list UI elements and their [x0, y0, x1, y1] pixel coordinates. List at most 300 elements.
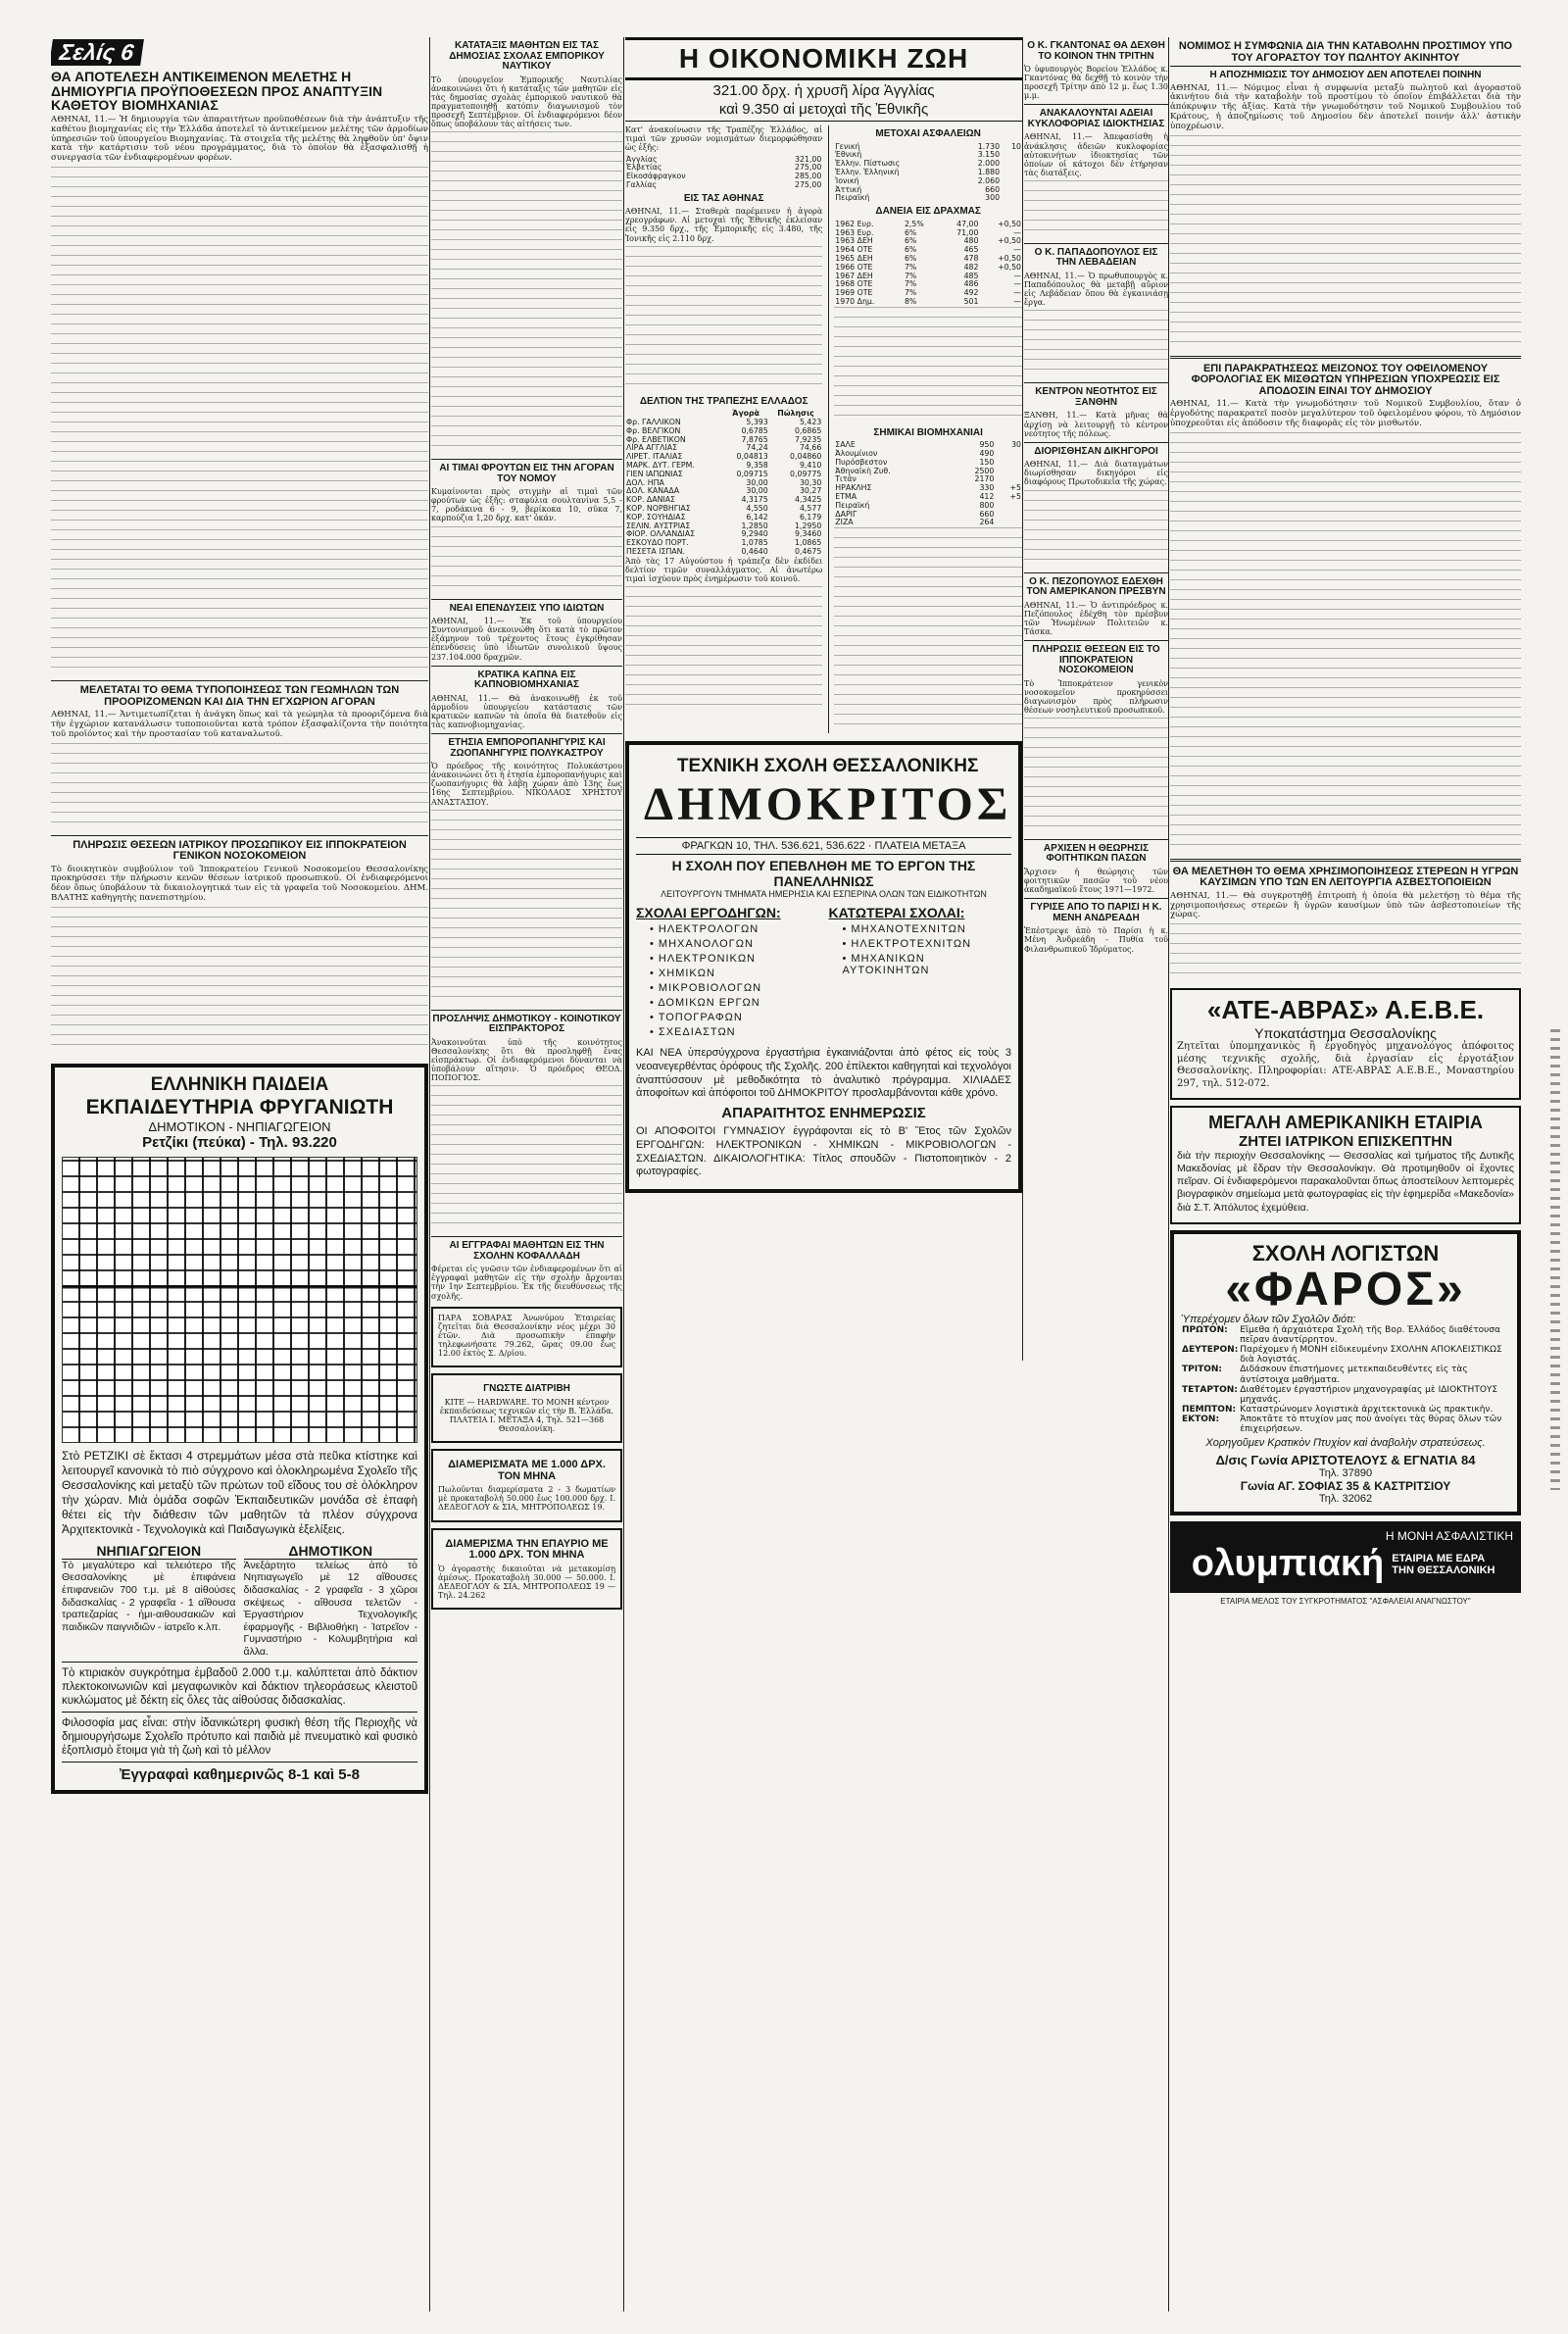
reason-label: ΕΚΤΟΝ:: [1182, 1415, 1220, 1425]
industry-stocks-table: [834, 441, 1022, 527]
ad-text: Ὁ ἀγοραστὴς δικαιοῦται νὰ μετακομίσῃ ἀμέσως. Προκαταβολὴ 30.000 — 50.000. Ι. ΔΕΔΕΟΓΛΟΥ & ΣΙΑ, ΜΗΤΡΟΠΟΛΕΩΣ 19 — Τηλ. 24.262: [438, 1564, 615, 1600]
table-cell: 1.730: [977, 141, 1001, 151]
headline: ΠΛΗΡΩΣΙΣ ΘΕΣΕΩΝ ΕΙΣ ΤΟ ΙΠΠΟΚΡΑΤΕΙΟΝ ΝΟΣΟΚΟΜΕΙΟΝ: [1032, 644, 1160, 676]
ad-title: ΣΧΟΛΗ ΛΟΓΙΣΤΩΝ: [1251, 1240, 1440, 1266]
table-cell: ΖΙΖΑ: [835, 518, 854, 527]
article-text: ΑΘΗΝΑΙ, 11.— Νόμιμος εἶναι ἡ συμφωνία μεταξὺ πωλητοῦ καὶ ἀγοραστοῦ ἀκινήτου διὰ τὴν καταβολὴν τοῦ προστίμου τὸ ὁποῖον ἐπιβάλλεται διὰ τὴν ἀπόκρυψιν τῆς ἀξίας. Κατὰ τὴν γνωμοδότησιν τοῦ Νομικοῦ Συμβουλίου τοῦ Κράτους, ἡ ἀποζημίωσις τοῦ Δημοσίου δὲν ἀποτελεῖ ποινήν ἀλλ' ἀστικὴν ὑποχρέωσιν.: [1170, 82, 1521, 131]
reason-row: [1181, 1365, 1510, 1384]
table-cell: 2.000: [977, 159, 1001, 169]
headline: ΘΑ ΜΕΛΕΤΗΘΗ ΤΟ ΘΕΜΑ ΧΡΗΣΙΜΟΠΟΙΗΣΕΩΣ ΣΤΕΡΕΩΝ Η ΥΓΡΩΝ ΚΑΥΣΙΜΩΝ ΥΠΟ ΤΩΝ ΕΝ ΛΕΙΤΟΥΡΓΙΑ ΑΣΒΕΣΤΟΠΟΙΕΙΩΝ: [1172, 865, 1519, 889]
table-cell: 800: [979, 500, 995, 510]
school-list: [636, 923, 819, 1038]
table-cell: 1967 ΔΕΗ: [835, 271, 873, 280]
table-cell: 9,358: [746, 460, 768, 470]
article-text: Κυμαίνονται πρὸς στιγμὴν αἱ τιμαὶ τῶν φρούτων ὡς ἑξῆς: σταφύλια σουλτανίνα 5,5 - 7, ροδάκινα 6 - 9, βερίκοκα 10, σῦκα 7, καρπούζια 1,20 δρχ. κατ' ὀκάν.: [431, 487, 622, 523]
list-heading: ΚΑΤΩΤΕΡΑΙ ΣΧΟΛΑΙ:: [828, 905, 965, 921]
ad-address: Δ/σις Γωνία ΑΡΙΣΤΟΤΕΛΟΥΣ & ΕΓΝΑΤΙΑ 84: [1215, 1453, 1476, 1468]
article-text: ΑΘΗΝΑΙ, 11.— Ἀντιμετωπίζεται ἡ ἀνάγκη ὅπως καὶ τὰ γεώμηλα τὰ προοριζόμενα διὰ τὴν ἐγχώριον κατανάλωσιν τυποποιοῦνται κατὰ τρόπον ἐξασφαλίζοντα τὴν ποιότητα τοῦ προϊόντος καὶ τὴν προστασίαν τοῦ καταναλωτοῦ.: [51, 710, 428, 739]
table-cell: 30: [1011, 440, 1021, 450]
ad-text: διὰ τὴν περιοχὴν Θεσσαλονίκης — Θεσσαλίας καὶ τμήματος τῆς Δυτικῆς Μακεδονίας μὲ ἕδραν τὴν Θεσσαλονίκην. Θὰ προτιμηθοῦν οἱ ἔχοντες πεῖραν. Οἱ ἐνδιαφερόμενοι παρακαλοῦνται ὅπως ἀποστείλουν λεπτομερὲς βιογραφικὸν σημείωμα μετὰ φωτογραφίας εἰς τὴν ἐφημερίδα «Μακεδονία» διὰ Σ.Τ. Ἀπόλυτος ἐχεμύθεια.: [1177, 1150, 1514, 1214]
table-cell: 485: [963, 271, 979, 280]
bond-row: [834, 298, 1022, 307]
bonds-table: [834, 221, 1022, 307]
table-cell: 321,00: [795, 154, 822, 164]
table-cell: 10: [1011, 141, 1021, 151]
ad-tagline: Η ΣΧΟΛΗ ΠΟΥ ΕΠΕΒΛΗΘΗ ΜΕ ΤΟ ΕΡΓΟΝ ΤΗΣ ΠΑΝΕΛΛΗΝΙΩΣ: [671, 858, 976, 890]
table-cell: 478: [963, 253, 979, 263]
table-cell: [995, 511, 1022, 520]
table-cell: Ἀθηναϊκὴ Ζυθ.: [835, 466, 891, 475]
article-text: Τὸ ὑπουργεῖον Ἐμπορικῆς Ναυτιλίας ἀνακοινώνει ὅτι ἡ κατάταξις τῶν μαθητῶν εἰς τὰς δημοσίας σχολὰς ἐμπορικοῦ ναυτικοῦ θὰ πραγματοποιηθῇ κατόπιν διαγωνισμοῦ τὸν προσεχῆ Σεπτέμβριον. Οἱ ἐνδιαφερόμενοι δέον ὅπως ὑποβάλουν τὰς αἰτήσεις των.: [431, 74, 622, 129]
table-cell: 1968 ΟΤΕ: [835, 279, 873, 289]
ad-footnote: ΕΤΑΙΡΙΑ ΜΕΛΟΣ ΤΟΥ ΣΥΓΚΡΟΤΗΜΑΤΟΣ "ΑΣΦΑΛΕΙΑΙ ΑΝΑΓΝΩΣΤΟΥ": [1220, 1597, 1471, 1607]
ad-title: ΜΕΓΑΛΗ ΑΜΕΡΙΚΑΝΙΚΗ ΕΤΑΙΡΙΑ: [1208, 1113, 1483, 1133]
ad-text: Χορηγοῦμεν Κρατικὸν Πτυχίον καὶ ἀναβολὴν στρατεύσεως.: [1205, 1437, 1486, 1450]
economy-columns: [625, 125, 1022, 733]
article-text: ΑΘΗΝΑΙ, 11.— Ὁ πρωθυπουργὸς κ. Παπαδόπουλος θὰ μεταβῇ αὔριον εἰς Λεβάδειαν ὅπου θὰ ἐγκαινιάσῃ ἔργα.: [1024, 271, 1168, 308]
table-cell: Πειραϊκή: [835, 500, 870, 510]
headline: ΑΙ ΕΓΓΡΑΦΑΙ ΜΑΘΗΤΩΝ ΕΙΣ ΤΗΝ ΣΧΟΛΗΝ ΚΟΦΑΛΛΑΔΗ: [449, 1240, 605, 1262]
economy-left: [625, 125, 822, 733]
table-cell: [995, 468, 1022, 476]
subheadline: Η ΑΠΟΖΗΜΙΩΣΙΣ ΤΟΥ ΔΗΜΟΣΙΟΥ ΔΕΝ ΑΠΟΤΕΛΕΙ ΠΟΙΝΗΝ: [1209, 70, 1482, 81]
table-cell: Φρ. ΒΕΛΓΙΚΟΝ: [626, 425, 681, 435]
table-cell: +5: [1009, 483, 1021, 493]
table-cell: ΜΑΡΚ. ΔΥΤ. ΓΕΡΜ.: [626, 460, 695, 470]
table-cell: [1001, 177, 1022, 186]
list-item: • ΤΟΠΟΓΡΑΦΩΝ: [650, 1012, 819, 1023]
table-cell: ΗΡΑΚΛΗΣ: [835, 483, 872, 493]
ad-text: Ζητεῖται ὑπομηχανικὸς ἢ ἐργοδηγὸς μηχανολόγος ἀπόφοιτος μέσης τεχνικῆς σχολῆς, διὰ ἐργασίαν εἰς ἐργοτάξιον Θεσσαλονίκης. Πληροφορίαι: ΑΤΕ-ΑΒΡΑΣ Α.Ε.Β.Ε., Μοναστηρίου 297, τηλ. 512-072.: [1177, 1041, 1514, 1089]
table-cell: 950: [979, 440, 995, 450]
article-continuation: [1170, 135, 1521, 351]
table-cell: —: [1013, 288, 1021, 298]
economy-subtitle: 321.00 δρχ. ἡ χρυσῆ λίρα Ἀγγλίας: [712, 82, 935, 100]
table-cell: 6%: [904, 227, 917, 237]
table-cell: Ἀλουμίνιον: [835, 449, 878, 459]
table-cell: Ἀττική: [835, 184, 862, 194]
list-item: • ΜΗΧΑΝΟΛΟΓΩΝ: [650, 938, 819, 950]
table-cell: +0,50: [998, 262, 1021, 272]
gold-intro: Κατ' ἀνακοίνωσιν τῆς Τραπέζης Ἑλλάδος, αἱ τιμαὶ τῶν χρυσῶν νομισμάτων διεμορφώθησαν ὡς ἑξῆς:: [625, 125, 823, 153]
headline: Ο Κ. ΠΕΖΟΠΟΥΛΟΣ ΕΔΕΧΘΗ ΤΟΝ ΑΜΕΡΙΚΑΝΟΝ ΠΡΕΣΒΥΝ: [1026, 575, 1166, 598]
table-cell: Ἐθνική: [835, 150, 862, 160]
ad-hours: Ἐγγραφαὶ καθημερινῶς 8-1 καὶ 5-8: [62, 1762, 417, 1783]
article-continuation: [51, 167, 428, 676]
ad-title: «ΑΤΕ-ΑΒΡΑΣ» Α.Ε.Β.Ε.: [1206, 995, 1485, 1025]
table-cell: Πειραϊκή: [835, 193, 870, 203]
table-cell: 7%: [904, 271, 917, 280]
table-cell: ΚΟΡ. ΔΑΝΙΑΣ: [626, 495, 675, 505]
table-cell: 275,00: [795, 163, 822, 173]
reason-row: [1181, 1325, 1510, 1345]
table-cell: 30,00: [746, 477, 768, 487]
table-cell: 7,8765: [741, 434, 768, 444]
ad-title: ΓΝΩΣΤΕ ΔΙΑΤΡΙΒΗ: [483, 1383, 570, 1395]
table-cell: 275,00: [795, 179, 822, 189]
table-cell: 8%: [904, 296, 917, 306]
headline: Ο Κ. ΓΚΑΝΤΟΝΑΣ ΘΑ ΔΕΧΘΗ ΤΟ ΚΟΙΝΟΝ ΤΗΝ ΤΡΙΤΗΝ: [1027, 40, 1165, 62]
table-cell: 47,00: [956, 219, 979, 228]
table-cell: 1964 ΟΤΕ: [835, 245, 873, 255]
ad-column-dimotikon: [244, 1543, 418, 1662]
column-rule: [623, 37, 624, 2311]
table-cell: +5: [1009, 492, 1021, 502]
headline: ΚΕΝΤΡΟΝ ΝΕΟΤΗΤΟΣ ΕΙΣ ΞΑΝΘΗΝ: [1035, 386, 1157, 408]
article-text: Ἄρχισεν ἡ θεώρησις τῶν φοιτητικῶν πασῶν τοῦ νέου ἀκαδημαϊκοῦ ἔτους 1971—1972.: [1024, 867, 1168, 895]
ad-heading: ΔΗΜΟΤΙΚΟΝ: [244, 1543, 418, 1560]
headline: ΘΑ ΑΠΟΤΕΛΕΣΗ ΑΝΤΙΚΕΙΜΕΝΟΝ ΜΕΛΕΤΗΣ Η ΔΗΜΙΟΥΡΓΙΑ ΠΡΟΫΠΟΘΕΣΕΩΝ ΠΡΟΣ ΑΝΑΠΤΥΞΙΝ ΚΑΘΕΤΟΥ ΒΙΟΜΗΧΑΝΙΑΣ: [51, 69, 383, 114]
article-text: ΑΘΗΝΑΙ, 11.— Ὁ ἀντιπρόεδρος κ. Πεζόπουλος ἐδέχθη τὸν πρέσβυν τῶν Ἡνωμένων Πολιτειῶν κ. Τάσκα.: [1024, 600, 1168, 636]
ad-phone: Τηλ. 37890: [1318, 1467, 1373, 1480]
table-cell: Ἰονική: [835, 175, 859, 185]
table-cell: 1,2950: [795, 521, 822, 530]
table-cell: 300: [985, 193, 1001, 203]
list-item: • ΜΙΚΡΟΒΙΟΛΟΓΩΝ: [650, 982, 819, 994]
table-cell: [1001, 169, 1022, 177]
ad-title: ΕΚΠΑΙΔΕΥΤΗΡΙΑ ΦΡΥΓΑΝΙΩΤΗ: [85, 1095, 394, 1118]
table-cell: ΔΑΡΙΓ: [835, 509, 858, 519]
table-cell: Τιτάν: [835, 474, 857, 484]
ad-address: Γωνία ΑΓ. ΣΟΦΙΑΣ 35 & ΚΑΣΤΡΙΤΣΙΟΥ: [1240, 1479, 1451, 1494]
list-item: • ΔΟΜΙΚΩΝ ΕΡΓΩΝ: [650, 997, 819, 1009]
table-cell: ΣΕΛΙΝ. ΑΥΣΤΡΙΑΣ: [626, 521, 691, 530]
ad-text: ΚΙΤΕ — HARDWARE. ΤΟ ΜΟΝΗ κέντρον ἐκπαιδεύσεως τεχνικῶν εἰς τὴν Β. Ἑλλάδα. ΠΛΑΤΕΙΑ Ι. ΜΕΤΑΞΑ 4, Τηλ. 521—368 Θεσσαλονίκη.: [439, 1397, 614, 1433]
column-rule: [429, 37, 430, 2311]
ad-title: ΤΕΧΝΙΚΗ ΣΧΟΛΗ ΘΕΣΣΑΛΟΝΙΚΗΣ: [676, 755, 979, 776]
table-cell: 1,0865: [795, 538, 822, 548]
table-cell: —: [1013, 245, 1021, 255]
table-cell: Γενική: [835, 141, 860, 151]
ad-header: [636, 752, 1011, 834]
headline: ΝΟΜΙΜΟΣ Η ΣΥΜΦΩΝΙΑ ΔΙΑ ΤΗΝ ΚΑΤΑΒΟΛΗΝ ΠΡΟΣΤΙΜΟΥ ΥΠΟ ΤΟΥ ΑΓΟΡΑΣΤΟΥ ΤΟΥ ΠΩΛΗΤΟΥ ΑΚΙΝΗΤΟΥ: [1170, 41, 1521, 67]
article-text: Τὸ Ἱπποκράτειον γενικὸν νοσοκομεῖον προκηρύσσει διαγωνισμὸν πρὸς πλήρωσιν θέσεων νοσηλευτικοῦ προσωπικοῦ.: [1024, 678, 1168, 715]
table-cell: 264: [979, 518, 995, 527]
ad-tagline: Η ΜΟΝΗ ΑΣΦΑΛΙΣΤΙΚΗ: [1385, 1529, 1513, 1544]
section-heading: ΔΑΝΕΙΑ ΕΙΣ ΔΡΑΧΜΑΣ: [875, 206, 981, 218]
table-cell: 0,09775: [790, 469, 822, 478]
list-item: • ΗΛΕΚΤΡΟΝΙΚΩΝ: [650, 953, 819, 965]
section-header: [51, 39, 428, 66]
table-cell: —: [1013, 296, 1021, 306]
table-cell: 5,423: [799, 417, 822, 426]
table-cell: 30,30: [799, 477, 822, 487]
table-cell: 2,5%: [904, 219, 924, 228]
dimokritos-school-ad: [625, 741, 1022, 1193]
ad-text: Ἀνεξάρτητο τελείως ἀπὸ τὸ Νηπιαγωγεῖο μὲ 12 αἴθουσες διδασκαλίας - 2 γραφεῖα - 3 χῶροι σκέψεως - αἴθουσα τελετῶν - Ἐργαστήριον Τεχνολογικῆς ἐφαρμογῆς - Βιβλιοθήκη - Ἰατρεῖον - Γυμναστήριο - Κολυμβητήρια καὶ ἄλλα.: [243, 1559, 417, 1658]
table-cell: 1970 Δημ.: [835, 296, 875, 306]
table-cell: 5,393: [746, 417, 768, 426]
table-cell: 6%: [904, 253, 917, 263]
table-cell: 74,66: [799, 443, 822, 453]
ad-phone: Ρετζίκι (πεύκα) - Τηλ. 93.220: [142, 1133, 337, 1151]
frygan-school-ad: [51, 1064, 428, 1794]
article-text: Ὁ πρόεδρος τῆς κοινότητος Πολυκάστρου ἀνακοινώνει ὅτι ἡ ἐτησία ἐμποροπανήγυρις καὶ ζωοπανήγυρις θὰ λάβῃ χώραν ἀπὸ 13ης ἕως 16ης Σεπτεμβρίου. ΝΙΚΟΛΑΟΣ ΧΡΗΣΤΟΥ ΑΝΑΣΤΑΣΙΟΥ.: [431, 762, 622, 807]
column-1: [51, 37, 428, 1800]
table-cell: 465: [963, 245, 979, 255]
table-cell: 1969 ΟΤΕ: [835, 288, 873, 298]
table-cell: 482: [963, 262, 979, 272]
article-text: ΑΘΗΝΑΙ, 11.— Θὰ συγκροτηθῇ ἐπιτροπὴ ἡ ὁποία θὰ μελετήσῃ τὸ θέμα τῆς χρησιμοποιήσεως στερεῶν ἢ ὑγρῶν καυσίμων ὑπὸ τῶν ἀσβεστοποιείων τῆς χώρας.: [1170, 890, 1521, 920]
article-text: ΑΘΗΝΑΙ, 11.— Θὰ ἀνακοινωθῇ ἐκ τοῦ ἁρμοδίου ὑπουργείου κατάστασις τῶν κρατικῶν καπνῶν τὰ ὁποῖα θὰ διατεθοῦν εἰς τὰς καπνοβιομηχανίας.: [431, 693, 622, 729]
column-rule: [1022, 37, 1023, 1361]
section-tag: Σελίς 6: [51, 39, 144, 66]
table-cell: +0,50: [998, 236, 1021, 246]
table-cell: 2170: [974, 474, 995, 484]
reason-text: Παρέχομεν ἡ ΜΟΝΗ εἰδικευμένην ΣΧΟΛΗΝ ΑΠΟΚΛΕΙΣΤΙΚΩΣ διὰ λογιστάς.: [1240, 1345, 1502, 1366]
table-cell: [1001, 160, 1022, 169]
classified-ad: [431, 1373, 622, 1443]
reason-label: ΠΕΜΠΤΟΝ:: [1182, 1404, 1237, 1415]
article-continuation: [431, 1085, 622, 1232]
school-list: [829, 923, 1012, 976]
table-cell: 0,09715: [736, 469, 768, 478]
article-continuation: [625, 246, 822, 393]
table-cell: 7%: [904, 262, 917, 272]
table-cell: 660: [985, 184, 1001, 194]
article-text: ΑΘΗΝΑΙ, 11.— Ἐκ τοῦ ὑπουργείου Συντονισμοῦ ἀνεκοινώθη ὅτι κατὰ τὸ πρῶτον ἑξάμηνον τοῦ τρέχοντος ἔτους ἐγκρίθησαν ἐπενδύσεις ὑπὸ ἰδιωτῶν συνολικοῦ ὕψους 237.104.000 δραχμῶν.: [431, 617, 622, 662]
table-cell: 330: [979, 483, 995, 493]
column-3-economy: [625, 37, 1022, 1199]
ad-subtitle: ΖΗΤΕΙ ΙΑΤΡΙΚΟΝ ΕΠΙΣΚΕΠΤΗΝ: [1239, 1133, 1452, 1151]
table-cell: Ἑλλην. Ἑλληνικὴ: [835, 168, 900, 177]
article-continuation: [51, 743, 428, 831]
margin-text-strip: [1550, 1029, 1560, 1490]
article-continuation: [1024, 310, 1168, 378]
headline: ΓΥΡΙΣΕ ΑΠΟ ΤΟ ΠΑΡΙΣΙ Η Κ. ΜΕΝΗ ΑΝΔΡΕΑΔΗ: [1030, 902, 1162, 923]
table-cell: 0,04813: [736, 452, 768, 462]
table-cell: 3.150: [977, 150, 1001, 160]
industry-row: [834, 519, 1022, 527]
column-rule: [1168, 37, 1169, 2311]
table-cell: 1963 ΔΕΗ: [835, 236, 873, 246]
faros-reasons: [1181, 1325, 1510, 1435]
article-continuation: [1024, 180, 1168, 239]
ad-school-name: ΔΗΜΟΚΡΙΤΟΣ: [644, 777, 1012, 830]
reason-text: Διαθέτομεν ἐργαστήριον μηχανογραφίας μὲ ΙΔΙΟΚΤΗΤΟΥΣ μηχανάς.: [1240, 1384, 1498, 1405]
apartment-ad: [431, 1528, 622, 1611]
ad-phone: Τηλ. 32062: [1318, 1493, 1373, 1506]
table-cell: 1,0785: [741, 538, 768, 548]
table-cell: [995, 502, 1022, 511]
ad-tagline: ΕΤΑΙΡΙΑ ΜΕ ΕΔΡΑ ΤΗΝ ΘΕΣΣΑΛΟΝΙΚΗ: [1392, 1552, 1495, 1576]
table-cell: 30,00: [746, 486, 768, 496]
stock-row: [834, 194, 1022, 203]
reason-label: ΤΕΤΑΡΤΟΝ:: [1182, 1384, 1238, 1395]
table-cell: 2.060: [977, 175, 1001, 185]
list-item: • ΣΧΕΔΙΑΣΤΩΝ: [650, 1026, 819, 1038]
article-text: ΑΘΗΝΑΙ, 11.— Κατὰ τὴν γνωμοδότησιν τοῦ Νομικοῦ Συμβουλίου, ὅταν ὁ ἐργοδότης παρακρατεῖ ποσὸν μεγαλύτερον τοῦ ὀφειλομένου φόρου, τὸ Δημόσιον ὑποχρεοῦται εἰς ἀπόδοσιν τῆς διαφορᾶς εἰς τὸν μισθωτόν.: [1170, 399, 1521, 428]
economy-right: [828, 125, 1022, 733]
table-cell: [1001, 151, 1022, 160]
table-cell: —: [1013, 279, 1021, 289]
article-continuation: [431, 526, 622, 595]
table-cell: [995, 519, 1022, 527]
table-cell: 6,142: [746, 512, 768, 521]
school-lists: [636, 905, 1011, 1041]
table-cell: 1966 ΟΤΕ: [835, 262, 873, 272]
table-cell: 486: [963, 279, 979, 289]
article-continuation: [1170, 923, 1521, 982]
section-heading: ΕΙΣ ΤΑΣ ΑΘΗΝΑΣ: [683, 192, 764, 204]
reason-text: Εἴμεθα ἡ ἀρχαιότερα Σχολὴ τῆς Βορ. Ἑλλάδος διαθέτουσα πεῖραν ἀναντίρρητον.: [1240, 1324, 1501, 1345]
table-cell: 1.880: [977, 168, 1001, 177]
table-cell: ΕΤΜΑ: [835, 492, 858, 502]
table-cell: Ἐλβετίας: [626, 163, 662, 173]
fx-table: [625, 410, 822, 557]
section-heading: ΜΕΤΟΧΑΙ ΑΣΦΑΛΕΙΩΝ: [875, 128, 981, 140]
table-cell: 0,6865: [795, 425, 822, 435]
ad-subtitle: Υποκατάστημα Θεσσαλονίκης: [1254, 1025, 1437, 1042]
ad-lead: Ὑπερέχομεν ὅλων τῶν Σχολῶν διότι:: [1181, 1313, 1356, 1325]
table-cell: 2500: [974, 466, 995, 475]
table-cell: +0,50: [998, 219, 1021, 228]
ad-text: ΟΙ ΑΠΟΦΟΙΤΟΙ ΓΥΜΝΑΣΙΟΥ ἐγγράφονται εἰς τὸ Β' Ἔτος τῶν Σχολῶν ΕΡΓΟΔΗΓΩΝ: ΗΛΕΚΤΡΟΝΙΚΩΝ - ΧΗΜΙΚΩΝ - ΜΙΚΡΟΒΙΟΛΟΓΩΝ - ΣΧΕΔΙΑΣΤΩΝ. ΔΙΚΑΙΟΛΟΓΗΤΙΚΑ: Τίτλος σπουδῶν - Πιστοποιητικὸν - 2 φωτογραφίες.: [636, 1125, 1011, 1178]
gold-table: [625, 156, 822, 190]
table-cell: 1965 ΔΕΗ: [835, 253, 873, 263]
table-cell: +0,50: [998, 253, 1021, 263]
table-cell: 6%: [904, 236, 917, 246]
headline: ΔΙΟΡΙΣΘΗΣΑΝ ΔΙΚΗΓΟΡΟΙ: [1034, 445, 1158, 457]
article-continuation: [1170, 432, 1521, 854]
headline: ΚΡΑΤΙΚΑ ΚΑΠΝΑ ΕΙΣ ΚΑΠΝΟΒΙΟΜΗΧΑΝΙΑΣ: [473, 669, 580, 691]
column-5: [1170, 37, 1521, 1606]
column-2: [431, 37, 622, 1615]
table-cell: Φρ. ΕΛΒΕΤΙΚΟΝ: [626, 434, 686, 444]
article-continuation: [625, 586, 822, 714]
faros-school-ad: [1170, 1230, 1521, 1516]
ad-intro: Στὸ ΡΕΤΖΙΚΙ σὲ ἔκτασι 4 στρεμμάτων μέσα στὰ πεῦκα κτίστηκε καὶ λειτουργεῖ κανονικὰ τὸ πιὸ σύγχρονο καὶ ὁλοκληρωμένα Σχολεῖο τῆς Θεσσαλονίκης καὶ μεταξὺ τῶν πρώτων τοῦ εἴδους του σὲ ὁλόκληρον τὴν χώραν. Μιὰ ὁμάδα σοφῶν Ἐκπαιδευτικῶν μονάδα σὲ ἐπαφὴ θέτει εἰς τὴν διάθεσιν τῶν μαθητῶν τὰ πλέον σύγχρονα Ἀρχιτεκτονικὰ - Τεχνολογικὰ καὶ Παιδαγωγικὰ ἐξελίξεις.: [62, 1448, 417, 1536]
reason-row: [1181, 1345, 1510, 1365]
school-building-illustration: [62, 1157, 417, 1443]
table-cell: ΓΙΕΝ ΙΑΠΩΝΙΑΣ: [626, 469, 683, 478]
table-cell: 490: [979, 449, 995, 459]
table-cell: 6%: [904, 245, 917, 255]
article-text: Φέρεται εἰς γνῶσιν τῶν ἐνδιαφερομένων ὅτι αἱ ἐγγραφαὶ μαθητῶν εἰς τὴν σχολὴν ἄρχονται τὴν 1ην Σεπτεμβρίου. Ἐκ τῆς διευθύνσεως τῆς σχολῆς.: [431, 1265, 622, 1301]
ad-heading: ΝΗΠΙΑΓΩΓΕΙΟΝ: [62, 1543, 236, 1560]
table-cell: 412: [979, 492, 995, 502]
table-cell: —: [1013, 227, 1021, 237]
section-heading: ΣΗΜΙΚΑΙ ΒΙΟΜΗΧΑΝΙΑΙ: [873, 426, 983, 438]
article-text: Τὸ διοικητικὸν συμβούλιον τοῦ Ἱπποκρατείου Γενικοῦ Νοσοκομείου Θεσσαλονίκης προκηρύσσει τὴν πλήρωσιν κενῶν θέσεων ἰατρικοῦ προσωπικοῦ. Οἱ ἐνδιαφερόμενοι δέον ὅπως ὑποβάλουν τὰ δικαιολογητικά των εἰς τὰ γραφεῖα τοῦ Νοσοκομείου. ΔΗΜ. ΒΛΑΤΗΣ καθηγητὴς πανεπιστημίου.: [51, 864, 428, 904]
table-cell: 1963 Ευρ.: [835, 227, 874, 237]
headline: ΚΑΤΑΤΑΞΙΣ ΜΑΘΗΤΩΝ ΕΙΣ ΤΑΣ ΔΗΜΟΣΙΑΣ ΣΧΟΛΑΣ ΕΜΠΟΡΙΚΟΥ ΝΑΥΤΙΚΟΥ: [449, 40, 605, 72]
fx-row: [625, 548, 822, 557]
table-cell: 74,24: [746, 443, 768, 453]
table-cell: ΠΕΣΕΤΑ ΙΣΠΑΝ.: [626, 546, 685, 556]
ad-title: ΔΙΑΜΕΡΙΣΜΑ ΤΗΝ ΕΠΑΥΡΙΟ ΜΕ 1.000 ΔΡΧ. ΤΟΝ ΜΗΝΑ: [445, 1537, 609, 1562]
table-cell: [1001, 186, 1022, 195]
table-cell: 7%: [904, 279, 917, 289]
headline: ΕΠΙ ΠΑΡΑΚΡΑΤΗΣΕΩΣ ΜΕΙΖΟΝΟΣ ΤΟΥ ΟΦΕΙΛΟΜΕΝΟΥ ΦΟΡΟΛΟΓΙΑΣ ΕΚ ΜΙΣΘΩΤΩΝ ΥΠΗΡΕΣΙΩΝ ΥΠΟΧΡΕΩΣΙΣ ΕΙΣ ΑΠΟΔΟΣΙΝ ΕΙΝΑΙ ΤΟΥ ΔΗΜΟΣΙΟΥ: [1191, 362, 1500, 397]
ad-text: ΚΑΙ ΝΕΑ ὑπερσύγχρονα ἐργαστήρια ἐγκαινιάζονται ἀπὸ φέτος εἰς τοὺς 3 νεοανεγερθέντας ὀρόφους τῆς Σχολῆς. 200 ἐπίλεκτοι καθηγηταὶ καὶ τεχνολόγοι ἀναπτύσσουν μὲ μεθοδικότητα τὸ ἀναλυτικὸ πρόγραμμα. ΧΙΛΙΑΔΕΣ ἀποφοίτων καὶ ἀπόφοιτοι τοῦ ΔΗΜΟΚΡΙΤΟΥ προσλαμβάνονται κάθε χρόνο.: [636, 1047, 1011, 1100]
list-heading: ΣΧΟΛΑΙ ΕΡΓΟΔΗΓΩΝ:: [636, 905, 781, 921]
ad-brand: ολυμπιακή: [1191, 1543, 1385, 1585]
insurance-stocks-table: [834, 143, 1022, 204]
table-cell: Ἀγγλίας: [626, 154, 658, 164]
list-item: • ΗΛΕΚΤΡΟΤΕΧΝΙΤΩΝ: [843, 938, 1012, 950]
table-cell: ΚΟΡ. ΣΟΥΗΔΙΑΣ: [626, 512, 686, 521]
reason-row: [1181, 1385, 1510, 1405]
apartment-ad: [431, 1449, 622, 1521]
table-cell: ΦΙΟΡ. ΟΛΛΑΝΔΙΑΣ: [626, 529, 696, 539]
article-text: ΑΘΗΝΑΙ, 11.— Ἡ δημιουργία τῶν ἀπαραιτήτων προϋποθέσεων διὰ τὴν ἀνάπτυξιν τῆς καθέτου βιομηχανίας εἰς τὴν Ἑλλάδα ἀποτελεῖ τὸ ἀντικείμενον μελέτης τῶν ἁρμοδίων ὑπηρεσιῶν τοῦ ὑπουργείου Βιομηχανίας. Τὰ στοιχεῖα τῆς μελέτης θὰ ληφθοῦν ὑπ' ὄψιν κατὰ τὴν κατάρτισιν τοῦ νέου προγράμματος, διὰ τὸ ὁποῖον θὰ ἐξασφαλισθῇ ἡ συνεργασία τῶν ἐνδιαφερομένων φορέων.: [51, 115, 428, 164]
section-heading: ΔΕΛΤΙΟΝ ΤΗΣ ΤΡΑΠΕΖΗΣ ΕΛΛΑΔΟΣ: [639, 395, 808, 407]
article-text: Ὁ ὑφυπουργὸς Βορείου Ἑλλάδος κ. Γκαντόνας θὰ δεχθῇ τὸ κοινὸν τὴν προσεχῆ Τρίτην ἀπὸ 12 μ. ἕως 1.30 μ.μ.: [1024, 65, 1168, 101]
headline: ΑΙ ΤΙΜΑΙ ΦΡΟΥΤΩΝ ΕΙΣ ΤΗΝ ΑΓΟΡΑΝ ΤΟΥ ΝΟΜΟΥ: [439, 463, 614, 484]
table-cell: 492: [963, 288, 979, 298]
table-cell: 7,9235: [795, 434, 822, 444]
article-text: ΑΘΗΝΑΙ, 11.— Ἀπεφασίσθη ἡ ἀνάκλησις ἀδειῶν κυκλοφορίας αὐτοκινήτων ἰδιοκτησίας τῶν ὁποίων οἱ κάτοχοι δὲν ἐτήρησαν τὰς διατάξεις.: [1024, 132, 1168, 177]
reason-text: Διδάσκουν ἐπιστήμονες μετεκπαιδευθέντες εἰς τὰς ἀντίστοιχα μαθήματα.: [1240, 1365, 1468, 1385]
athens-text: ΑΘΗΝΑΙ, 11.— Σταθερὰ παρέμεινεν ἡ ἀγορὰ χρεογράφων. Αἱ μετοχαὶ τῆς Ἐθνικῆς ἐκλείσαν εἰς 9.350 δρχ., τῆς Ἐμπορικῆς εἰς 3.480, τῆς Ἰονικῆς εἰς 2.110 δρχ.: [625, 207, 823, 243]
table-cell: 0,6785: [741, 425, 768, 435]
table-cell: ΛΙΡΑ ΑΓΓΛΙΑΣ: [626, 443, 678, 453]
reason-row: [1181, 1415, 1510, 1434]
industry-row: [834, 468, 1022, 476]
table-cell: Εἰκοσάφραγκον: [626, 172, 686, 181]
ad-text: ΠΑΡΑ ΣΟΒΑΡΑΣ Ἀνωνύμου Ἑταιρείας ζητεῖται διὰ Θεσσαλονίκην νέος μέχρι 30 ἐτῶν. Διὰ προσωπικὴν ἐπαφὴν τηλεφωνήσατε 79.262, ὥρας 09.00 ἕως 12.00 ἐκτὸς Σ. Δ/ρίου.: [438, 1313, 615, 1359]
ad-text: Τὸ μεγαλύτερο καὶ τελειότερο τῆς Θεσσαλονίκης μὲ ἐπιφάνεια ἐπιφανειῶν 700 τ.μ. μὲ 8 αἰθούσες διδασκαλίας - 2 γραφεῖα - 1 αἴθουσα τραπεζαρίας - ἡμι-αιθουσακιῶν καὶ παιδικῶν παιγνιδιῶν - ἰατρεῖο κ.λπ.: [62, 1559, 236, 1633]
headline: ΜΕΛΕΤΑΤΑΙ ΤΟ ΘΕΜΑ ΤΥΠΟΠΟΙΗΣΕΩΣ ΤΩΝ ΓΕΩΜΗΛΩΝ ΤΩΝ ΠΡΟΟΡΙΖΟΜΕΝΩΝ ΚΑΙ ΔΙΑ ΤΗΝ ΕΓΧΩΡΙΟΝ ΑΓΟΡΑΝ: [79, 684, 400, 708]
ad-title: ΔΙΑΜΕΡΙΣΜΑΤΑ ΜΕ 1.000 ΔΡΧ. ΤΟΝ ΜΗΝΑ: [448, 1459, 606, 1482]
ad-columns: [62, 1543, 417, 1662]
table-cell: 9,2940: [741, 529, 768, 539]
ate-avras-ad: [1170, 988, 1521, 1100]
table-continuation: [834, 307, 1022, 424]
table-cell: ΣΑΛΕ: [835, 440, 856, 450]
classified-ad: [431, 1307, 622, 1368]
headline: Ο Κ. ΠΑΠΑΔΟΠΟΥΛΟΣ ΕΙΣ ΤΗΝ ΛΕΒΑΔΕΙΑΝ: [1034, 246, 1158, 269]
headline: ΕΤΗΣΙΑ ΕΜΠΟΡΟΠΑΝΗΓΥΡΙΣ ΚΑΙ ΖΩΟΠΑΝΗΓΥΡΙΣ ΠΟΛΥΚΑΣΤΡΟΥ: [448, 737, 606, 759]
headline: ΑΝΑΚΑΛΟΥΝΤΑΙ ΑΔΕΙΑΙ ΚΥΚΛΟΦΟΡΙΑΣ ΙΔΙΟΚΤΗΣΙΑΣ: [1027, 108, 1165, 129]
article-continuation: [1024, 718, 1168, 835]
table-cell: 71,00: [956, 227, 979, 237]
ad-text: Τὸ κτιριακὸν συγκρότημα ἐμβαδοῦ 2.000 τ.μ. καλύπτεται ἀπὸ δάκτιον πλεκτοκοινωνιῶν καὶ μεγαφωνικὸν καὶ δάκτιον τηλεοράσεως κλειστοῦ κυκλώματος μὲ δέκτη εἰς ὅλες τὰς αἰθούσας διδασκαλίας.: [62, 1662, 417, 1709]
ad-subtitle: ΔΗΜΟΤΙΚΟΝ - ΝΗΠΙΑΓΩΓΕΙΟΝ: [148, 1118, 331, 1134]
table-cell: 4,550: [746, 503, 768, 513]
headline: ΠΛΗΡΩΣΙΣ ΘΕΣΕΩΝ ΙΑΤΡΙΚΟΥ ΠΡΟΣΩΠΙΚΟΥ ΕΙΣ ΙΠΠΟΚΡΑΤΕΙΟΝ ΓΕΝΙΚΟΝ ΝΟΣΟΚΟΜΕΙΟΝ: [73, 838, 407, 863]
table-cell: 9,3460: [795, 529, 822, 539]
table-cell: 30,27: [799, 486, 822, 496]
article-text: ΑΘΗΝΑΙ, 11.— Διὰ διαταγμάτων διωρίσθησαν δικηγόροι εἰς διαφόρους Πρωτοδικεῖα τῆς χώρας.: [1024, 460, 1168, 487]
table-cell: Πυρόσβεστον: [835, 457, 888, 467]
reason-text: Ἀποκτᾶτε τὸ πτυχίον μας ποὺ ἀνοίγει τὰς θύρας ὅλων τῶν ἐπιχειρήσεων.: [1240, 1415, 1502, 1435]
reason-text: Καταστρώνομεν λογιστικὰ ἀρχιτεκτονικὰ ὡς πρακτικὴν.: [1240, 1404, 1494, 1415]
fx-note: Ἀπὸ τὰς 17 Αὐγούστου ἡ τράπεζα δὲν ἐκδίδει δελτίον τιμῶν συναλλάγματος. Αἱ ἀνωτέρω τιμαὶ ἰσχύουν πρὸς ἐνημέρωσιν τοῦ κοινοῦ.: [625, 556, 823, 583]
article-text: Ἐπέστρεψε ἀπὸ τὸ Παρίσι ἡ κ. Μένη Ἀνδρεάδη - Πυθία τοῦ Φιλανθρωπικοῦ Ἱδρύματος.: [1024, 926, 1168, 954]
table-header-cell: Πώλησις: [777, 409, 814, 419]
reason-label: ΠΡΩΤΟΝ:: [1182, 1324, 1228, 1335]
list-item: • ΗΛΕΚΤΡΟΛΟΓΩΝ: [650, 923, 819, 935]
industry-row: [834, 511, 1022, 520]
list-item: • ΜΗΧΑΝΙΚΩΝ ΑΥΤΟΚΙΝΗΤΩΝ: [843, 953, 1012, 976]
ad-title: ΕΛΛΗΝΙΚΗ ΠΑΙΔΕΙΑ: [150, 1073, 329, 1095]
ad-tagline-2: ΛΕΙΤΟΥΡΓΟΥΝ ΤΜΗΜΑΤΑ ΗΜΕΡΗΣΙΑ ΚΑΙ ΕΣΠΕΡΙΝΑ ΟΛΩΝ ΤΩΝ ΕΙΔΙΚΟΤΗΤΩΝ: [661, 889, 987, 900]
table-cell: 4,577: [799, 503, 822, 513]
table-cell: Φρ. ΓΑΛΛΙΚΟΝ: [626, 417, 681, 426]
headline: ΠΡΟΣΛΗΨΙΣ ΔΗΜΟΤΙΚΟΥ - ΚΟΙΝΟΤΙΚΟΥ ΕΙΣΠΡΑΚΤΟΡΟΣ: [432, 1013, 621, 1035]
table-cell: 0,4675: [795, 546, 822, 556]
table-cell: 9,410: [799, 460, 822, 470]
article-text: Ἀνακοινοῦται ὑπὸ τῆς κοινότητος Θεσσαλονίκης ὅτι θὰ προσληφθῇ ἕνας εἰσπράκτωρ. Οἱ ἐνδιαφερόμενοι δύνανται νὰ ὑποβάλουν αἴτησιν. Ὁ πρόεδρος ΘΕΟΔ. ΠΟΠΟΓΙΟΣ.: [431, 1037, 622, 1083]
table-cell: 150: [979, 457, 995, 467]
ad-column-nipiagogeion: [62, 1543, 236, 1662]
industry-row: [834, 502, 1022, 511]
ad-address: ΦΡΑΓΚΩΝ 10, ΤΗΛ. 536.621, 536.622 · ΠΛΑΤΕΙΑ ΜΕΤΑΞΑ: [636, 837, 1011, 855]
table-cell: [995, 459, 1022, 468]
table-cell: Γαλλίας: [626, 179, 658, 189]
